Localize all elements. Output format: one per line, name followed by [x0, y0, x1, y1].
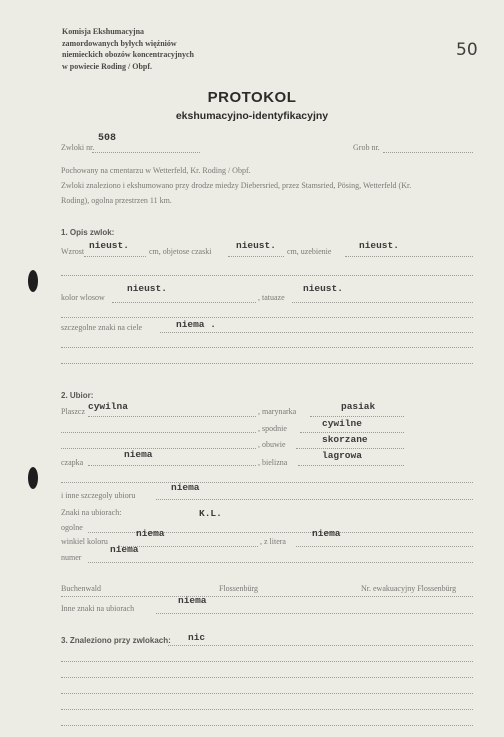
section-ubior-heading: 2. Ubior: [61, 391, 94, 400]
spodnie-label: , spodnie [258, 424, 287, 433]
wzrost-line [84, 256, 146, 257]
punch-hole [28, 270, 38, 292]
burial-text: Pochowany na cmentarzu w Wetterfeld, Kr. Roding / Obpf. [61, 166, 251, 175]
section-opis-heading: 1. Opis zwlok: [61, 228, 115, 237]
uzebienie-label: cm, uzebienie [287, 247, 332, 256]
blank-line [61, 432, 256, 433]
spodnie-line [300, 432, 404, 433]
document-title: PROTOKOL [207, 89, 297, 106]
kolor-value: nieust. [127, 283, 167, 294]
blank-line [61, 693, 473, 694]
obuwie-line [296, 448, 404, 449]
bielizna-value: lagrowa [322, 450, 362, 461]
zwloki-line [92, 152, 200, 153]
bielizna-line [298, 465, 404, 466]
blank-line [61, 363, 473, 364]
bielizna-label: , bielizna [258, 458, 288, 467]
blank-line [61, 482, 473, 483]
header-line: w powiecie Roding / Obpf. [62, 61, 153, 71]
tatuaze-line [292, 302, 473, 303]
section-znaleziono-heading: 3. Znaleziono przy zwlokach: [61, 636, 171, 645]
litera-value: niema [312, 528, 341, 539]
blank-line [61, 661, 473, 662]
wzrost-value: nieust. [89, 240, 129, 251]
inne-line [156, 499, 473, 500]
numer-label: numer [61, 553, 82, 562]
punch-hole [28, 467, 38, 489]
czapka-value: niema [124, 449, 153, 460]
commission-header [62, 26, 194, 72]
grob-line [383, 152, 473, 153]
plaszcz-line [88, 416, 256, 417]
numer-line [88, 562, 473, 563]
ewakuacyjny-label: Nr. ewakuacyjny Flossenbürg [361, 584, 457, 593]
found-location-text: Zwloki znaleziono i ekshumowano przy drodze miedzy Diebersried, przez Stamsried, Pösing, Wetterfeld (Kr. [61, 181, 412, 190]
obuwie-label: , obuwie [258, 440, 286, 449]
znaki-ubior-value: K.L. [199, 508, 222, 519]
blank-line [61, 677, 473, 678]
tatuaze-value: nieust. [303, 283, 343, 294]
flossenburg-label: Flossenbürg [219, 584, 258, 593]
znaki-szczegolne-value: niema . [176, 319, 216, 330]
blank-line [61, 347, 473, 348]
blank-line [61, 725, 473, 726]
plaszcz-label: Plaszcz [61, 407, 85, 416]
litera-label: , z litera [260, 537, 286, 546]
ogolne-label: ogolne [61, 523, 83, 532]
inne-znaki-value: niema [178, 595, 207, 606]
znaki-line [160, 332, 473, 333]
marynarka-line [310, 416, 404, 417]
page-number: 50 [456, 40, 478, 60]
inne-znaki-line [156, 613, 473, 614]
znaleziono-value: nic [188, 632, 206, 643]
header-line: Komisja Ekshumacyjna [62, 27, 145, 36]
czaszka-label: cm, objetose czaski [149, 247, 212, 256]
camps-line [61, 596, 473, 597]
znaleziono-line [168, 645, 473, 646]
znaki-ubior-label: Znaki na ubiorach: [61, 508, 122, 517]
tatuaze-label: , tatuaze [258, 293, 285, 302]
header-line: zamordowanych byłych więźniów [62, 38, 177, 48]
wzrost-label: Wzrost [61, 247, 85, 256]
kolor-label: kolor wlosow [61, 293, 105, 302]
czapka-line [88, 465, 256, 466]
numer-value: niema [110, 544, 139, 555]
inne-szczegoly-value: niema [171, 482, 200, 493]
document-subtitle: ekshumacyjno-identyfikacyjny [175, 110, 329, 122]
blank-line [61, 709, 473, 710]
grob-label: Grob nr. [353, 143, 380, 152]
found-location-text-2: Roding), ogolna przestrzen 11 km. [61, 196, 172, 205]
marynarka-label: , marynarka [258, 407, 297, 416]
buchenwald-label: Buchenwald [61, 584, 101, 593]
header-line: niemieckich obozów koncentracyjnych [62, 50, 194, 59]
uzebienie-value: nieust. [359, 240, 399, 251]
spodnie-value: cywilne [322, 418, 362, 429]
czapka-label: czapka [61, 458, 84, 467]
kolor-line [112, 302, 256, 303]
inne-szczegoly-label: i inne szczegoly ubioru [61, 491, 136, 500]
winkiel-line [118, 546, 258, 547]
obuwie-value: skorzane [322, 434, 368, 445]
czaszka-line [228, 256, 284, 257]
znaki-szczegolne-label: szczegolne znaki na ciele [61, 323, 143, 332]
blank-line [61, 448, 256, 449]
czaszka-value: nieust. [236, 240, 276, 251]
marynarka-value: pasiak [341, 401, 376, 412]
litera-line [296, 546, 473, 547]
blank-line [61, 275, 473, 276]
uzebienie-line [345, 256, 473, 257]
winkiel-value: niema [136, 528, 165, 539]
inne-znaki-label: Inne znaki na ubiorach [61, 604, 135, 613]
blank-line [61, 317, 473, 318]
plaszcz-value: cywilna [88, 401, 128, 412]
zwloki-label: Zwloki nr. [61, 143, 95, 152]
winkiel-label: winkiel koloru [61, 537, 108, 546]
zwloki-number: 508 [98, 133, 117, 144]
